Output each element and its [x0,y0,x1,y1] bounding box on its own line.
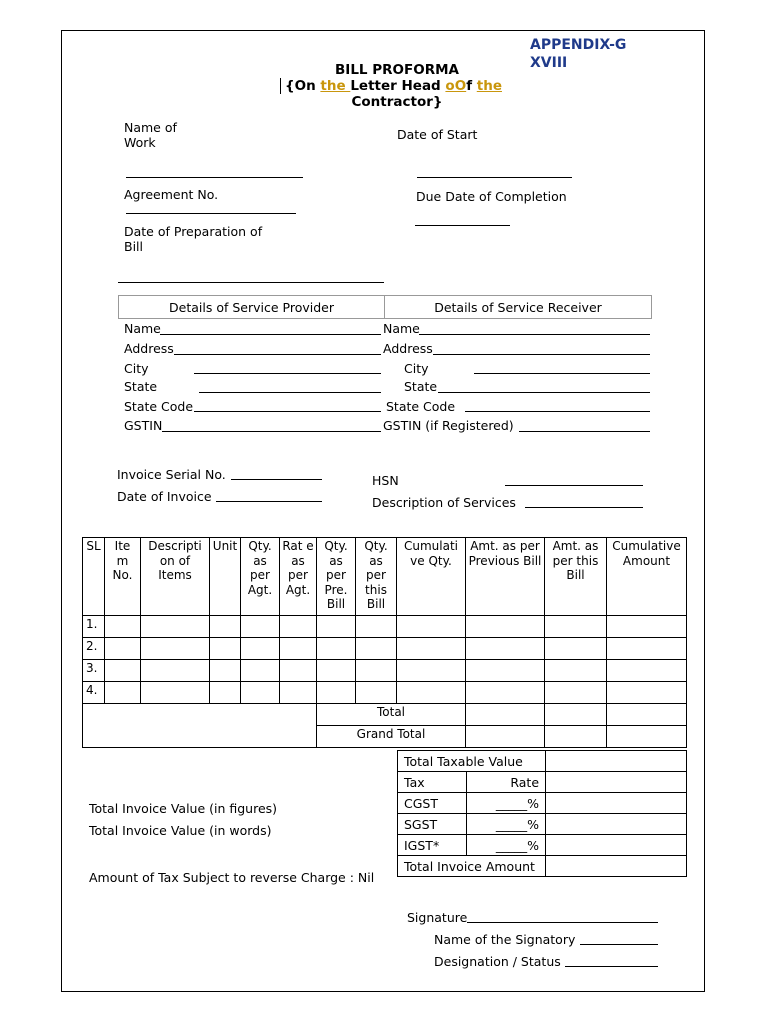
provider-name-label: Name [124,321,161,336]
date-of-start-label: Date of Start [397,127,478,142]
total-taxable-value[interactable] [546,751,687,772]
total-invoice-figures-label: Total Invoice Value (in figures) [89,801,278,816]
total-invoice-amount-label: Total Invoice Amount [398,856,546,877]
receiver-state-code-label: State Code [386,399,456,414]
table-row [83,616,687,638]
provider-state-code-line[interactable] [194,411,381,412]
header-rate-agt: Rat e as per Agt. [280,538,317,616]
receiver-gstin-line[interactable] [519,431,650,432]
provider-city-line[interactable] [194,373,381,374]
tax-row-sgst [398,814,687,835]
agreement-no-line[interactable] [126,213,296,214]
receiver-city-line[interactable] [474,373,650,374]
header-qty-agt: Qty. as per Agt. [241,538,280,616]
receiver-gstin-label: GSTIN (if Registered) [383,418,514,433]
invoice-date-label: Date of Invoice [117,489,212,504]
total-label: Total [317,704,466,726]
hsn-label: HSN [372,473,399,488]
total-taxable-label: Total Taxable Value [398,751,546,772]
title-line3: Contractor} [351,94,443,110]
receiver-state-code-line[interactable] [465,411,650,412]
grand-total-label: Grand Total [317,726,466,748]
cgst-label: CGST [398,793,467,814]
provider-gstin-line[interactable] [162,431,381,432]
header-unit: Unit [210,538,241,616]
table-row [83,660,687,682]
total-row [83,704,687,726]
invoice-serial-line[interactable] [231,479,322,480]
receiver-address-label: Address [383,341,433,356]
total-invoice-words-label: Total Invoice Value (in words) [89,823,272,838]
title-line2: {On the Letter Head oOf the [280,78,502,94]
table-row [83,638,687,660]
cgst-amount[interactable] [546,793,687,814]
total-amt-this-bill[interactable] [545,704,607,726]
appendix-label [530,36,626,72]
igst-rate[interactable]: _____% [467,835,546,856]
sgst-rate[interactable]: _____% [467,814,546,835]
signatory-name-line[interactable] [580,944,658,945]
tax-row-igst [398,835,687,856]
appendix-line2: XVIII [530,55,568,71]
date-of-start-line[interactable] [417,177,572,178]
total-taxable-row [398,751,687,772]
provider-city-label: City [124,361,149,376]
receiver-state-label: State [404,379,438,394]
row-sl: 1. [83,616,105,638]
grand-total-amt-previous[interactable] [466,726,545,748]
invoice-serial-label: Invoice Serial No. [117,467,226,482]
receiver-name-line[interactable] [419,334,650,335]
name-of-work-line[interactable] [126,177,303,178]
header-qty-this-bill: Qty. as per this Bill [356,538,397,616]
appendix-line1: APPENDIX-G [530,37,627,53]
tax-table [397,750,687,877]
due-date-line[interactable] [415,225,510,226]
signature-line[interactable] [467,922,658,923]
total-cumulative[interactable] [607,704,687,726]
receiver-address-line[interactable] [433,354,650,355]
header-qty-pre-bill: Qty. as per Pre. Bill [317,538,356,616]
header-amt-this-bill: Amt. as per this Bill [545,538,607,616]
date-of-preparation-label: Date of Preparation of Bill [124,224,263,254]
date-of-preparation-line[interactable] [118,282,384,283]
rate-header: Rate [467,772,546,793]
total-amt-previous[interactable] [466,704,545,726]
igst-label: IGST* [398,835,467,856]
description-label: Description of Services [372,495,516,510]
header-sl: SL [83,538,105,616]
invoice-date-line[interactable] [216,501,322,502]
total-invoice-row [398,856,687,877]
reverse-charge-label: Amount of Tax Subject to reverse Charge : Nil [89,870,375,885]
provider-state-line[interactable] [199,392,381,393]
title-line1: BILL PROFORMA [335,62,459,78]
total-invoice-amount-value[interactable] [546,856,687,877]
header-amt-previous: Amt. as per Previous Bill [466,538,545,616]
header-item-no: Ite m No. [105,538,141,616]
sgst-label: SGST [398,814,467,835]
receiver-name-label: Name [383,321,420,336]
designation-line[interactable] [565,966,658,967]
header-description: Descripti on of Items [141,538,210,616]
row-sl: 2. [83,638,105,660]
signatory-name-label: Name of the Signatory [434,932,576,947]
sgst-amount[interactable] [546,814,687,835]
description-line[interactable] [525,507,643,508]
hsn-line[interactable] [505,485,643,486]
provider-state-code-label: State Code [124,399,194,414]
provider-state-label: State [124,379,158,394]
provider-gstin-label: GSTIN [124,418,163,433]
signature-label: Signature [407,910,468,925]
igst-amount[interactable] [546,835,687,856]
receiver-state-line[interactable] [438,392,650,393]
row-sl: 4. [83,682,105,704]
items-table [82,537,687,748]
name-of-work-label: Name of Work [124,120,177,150]
receiver-header: Details of Service Receiver [434,299,602,315]
table-row [83,682,687,704]
provider-header: Details of Service Provider [119,296,385,319]
tax-header-row [398,772,687,793]
document-title [253,62,541,110]
cgst-rate[interactable]: _____% [467,793,546,814]
tax-header: Tax [398,772,467,793]
grand-total-amt-this-bill[interactable] [545,726,607,748]
row-sl: 3. [83,660,105,682]
tax-row-cgst [398,793,687,814]
agreement-no-label: Agreement No. [124,187,219,202]
provider-address-label: Address [124,341,174,356]
grand-total-cumulative[interactable] [607,726,687,748]
items-header-row [83,538,687,616]
header-cumulative-amount: Cumulative Amount [607,538,687,616]
provider-address-line[interactable] [174,354,381,355]
due-date-label: Due Date of Completion [416,189,567,204]
provider-name-line[interactable] [160,334,381,335]
designation-label: Designation / Status [434,954,561,969]
receiver-city-label: City [404,361,429,376]
header-cumulative-qty: Cumulati ve Qty. [397,538,466,616]
party-header-table [118,295,652,319]
